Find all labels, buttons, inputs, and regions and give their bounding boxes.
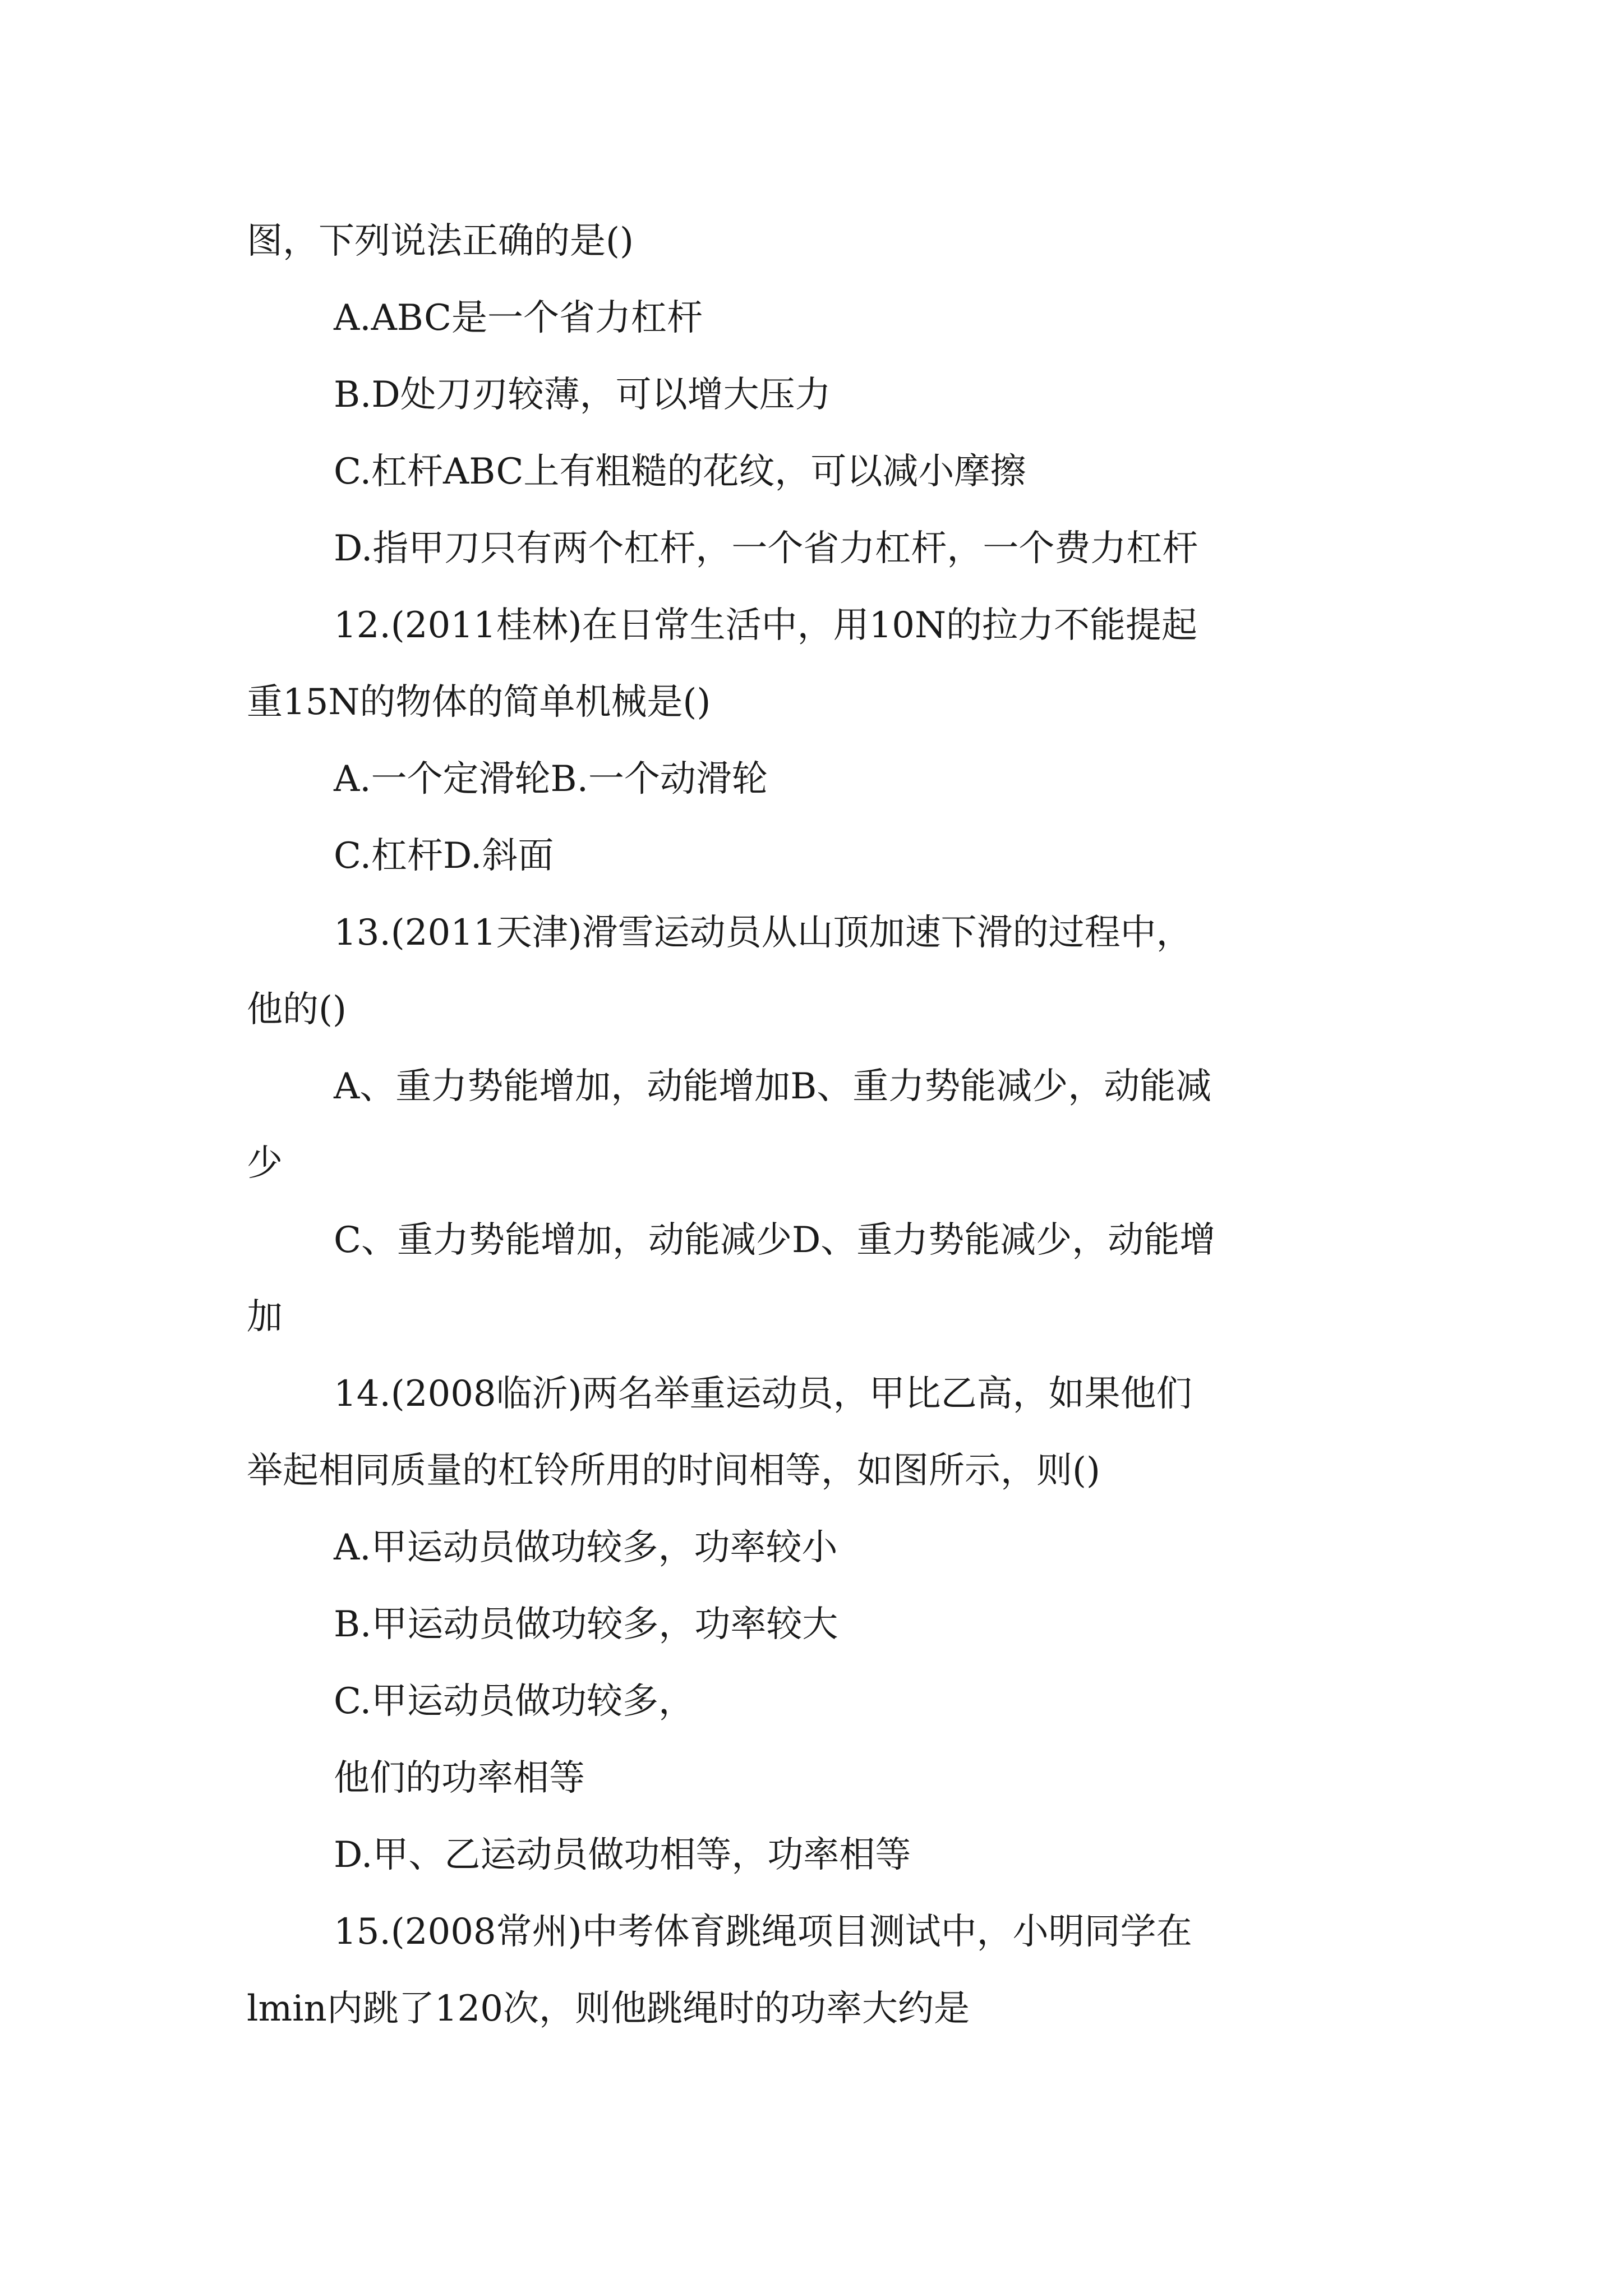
options-12-cd: C.杠杆D.斜面 [334,835,554,877]
option-11-d: D.指甲刀只有两个杠杆，一个省力杠杆，一个费力杠杆 [334,528,1198,569]
options-12-ab: A.一个定滑轮B.一个动滑轮 [334,758,768,800]
question-13-stem: 13.(2011天津)滑雪运动员从山顶加速下滑的过程中， [334,912,1192,954]
question-15-stem-continued: lmin内跳了120次，则他跳绳时的功率大约是 [247,1988,970,2030]
option-11-a: A.ABC是一个省力杠杆 [334,297,703,339]
option-11-c: C.杠杆ABC上有粗糙的花纹，可以减小摩擦 [334,451,1026,493]
option-14-a: A.甲运动员做功较多，功率较小 [334,1527,838,1568]
option-14-c: C.甲运动员做功较多， [334,1681,695,1722]
question-14-stem-continued: 举起相同质量的杠铃所用的时间相等，如图所示，则() [247,1450,1100,1492]
option-14-b: B.甲运动员做功较多，功率较大 [334,1604,838,1645]
question-13-stem-continued: 他的() [247,989,347,1030]
options-13-ab: A、重力势能增加，动能增加B、重力势能减少，动能减 [334,1066,1212,1107]
options-13-cd-continued: 加 [247,1296,283,1338]
options-13-cd: C、重力势能增加，动能减少D、重力势能减少，动能增 [334,1220,1216,1261]
question-15-stem: 15.(2008常州)中考体育跳绳项目测试中，小明同学在 [334,1911,1192,1953]
question-12-stem: 12.(2011桂林)在日常生活中，用10N的拉力不能提起 [334,605,1198,646]
question-12-stem-continued: 重15N的物体的简单机械是() [247,682,711,723]
options-13-ab-continued: 少 [247,1143,283,1184]
option-14-c-continued: 他们的功率相等 [334,1757,585,1799]
question-14-stem: 14.(2008临沂)两名举重运动员，甲比乙高，如果他们 [334,1373,1192,1415]
option-11-b: B.D处刀刃较薄，可以增大压力 [334,374,831,416]
question-11-stem-continued: 图，下列说法正确的是() [247,220,634,262]
option-14-d: D.甲、乙运动员做功相等，功率相等 [334,1834,911,1876]
